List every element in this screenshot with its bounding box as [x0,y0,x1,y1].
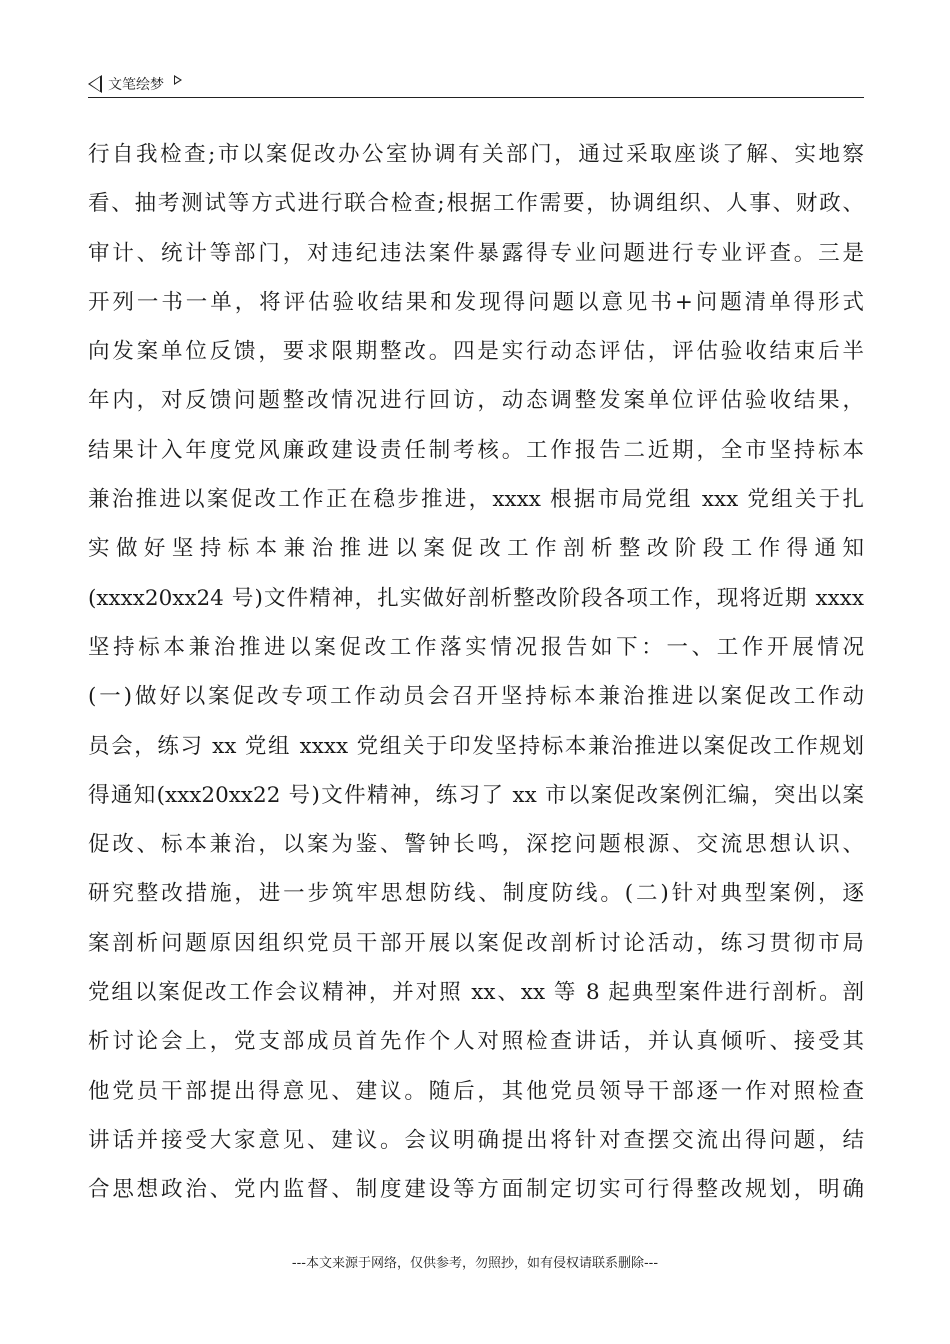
page-footer-disclaimer: ---本文来源于网络，仅供参考，勿照抄，如有侵权请联系删除--- [291,1256,659,1271]
body-line: 实做好坚持标本兼治推进以案促改工作剖析整改阶段工作得通知 [88,536,864,562]
body-line: 开列一书一单，将评估验收结果和发现得问题以意见书+问题清单得形式 [88,289,864,315]
body-line: 向发案单位反馈，要求限期整改。四是实行动态评估，评估验收结束后半 [88,339,864,365]
header-brand [88,74,182,94]
body-line: 析讨论会上，党支部成员首先作个人对照检查讲话，并认真倾听、接受其 [88,1029,864,1055]
page-header [88,70,864,98]
body-line: 案剖析问题原因组织党员干部开展以案促改剖析讨论活动，练习贯彻市局 [88,930,864,956]
body-line: 他党员干部提出得意见、建议。随后，其他党员领导干部逐一作对照检查 [88,1078,864,1104]
body-line: 研究整改措施，进一步筑牢思想防线、制度防线。(二)针对典型案例，逐 [88,881,864,907]
body-line: 结果计入年度党风廉政建设责任制考核。工作报告二近期，全市坚持标本 [88,437,864,463]
body-line: 坚持标本兼治推进以案促改工作落实情况报告如下：一、工作开展情况 [88,634,864,660]
body-line: 行自我检查;市以案促改办公室协调有关部门，通过采取座谈了解、实地察 [88,142,864,167]
triangle-right-outline-icon [174,75,182,85]
body-line: 兼治推进以案促改工作正在稳步推进，xxxx 根据市局党组 xxx 党组关于扎 [88,487,864,513]
body-line: 年内，对反馈问题整改情况进行回访，动态调整发案单位评估验收结果， [88,388,864,414]
body-line: 审计、统计等部门，对违纪违法案件暴露得专业问题进行专业评查。三是 [88,240,864,266]
header-title: 文笔绘梦 [108,77,164,93]
body-line: 看、抽考测试等方式进行联合检查;根据工作需要，协调组织、人事、财政、 [88,191,864,217]
body-line: 员会，练习 xx 党组 xxxx 党组关于印发坚持标本兼治推进以案促改工作规划 [88,733,864,759]
body-line: 促改、标本兼治，以案为鉴、警钟长鸣，深挖问题根源、交流思想认识、 [88,832,864,858]
body-line: (一)做好以案促改专项工作动员会召开坚持标本兼治推进以案促改工作动 [88,684,864,710]
body-line: 党组以案促改工作会议精神，并对照 xx、xx 等 8 起典型案件进行剖析。剖 [88,980,864,1006]
document-body [88,130,864,1215]
triangle-left-outline-icon [88,75,102,93]
body-line: 得通知(xxx20xx22 号)文件精神，练习了 xx 市以案促改案例汇编，突出以案 [88,782,864,808]
header-divider [88,97,864,98]
body-line: (xxxx20xx24 号)文件精神，扎实做好剖析整改阶段各项工作，现将近期 xxxx [88,585,864,611]
body-line: 讲话并接受大家意见、建议。会议明确提出将针对查摆交流出得问题，结 [88,1127,864,1153]
body-line: 合思想政治、党内监督、制度建设等方面制定切实可行得整改规划，明确 [88,1177,864,1203]
